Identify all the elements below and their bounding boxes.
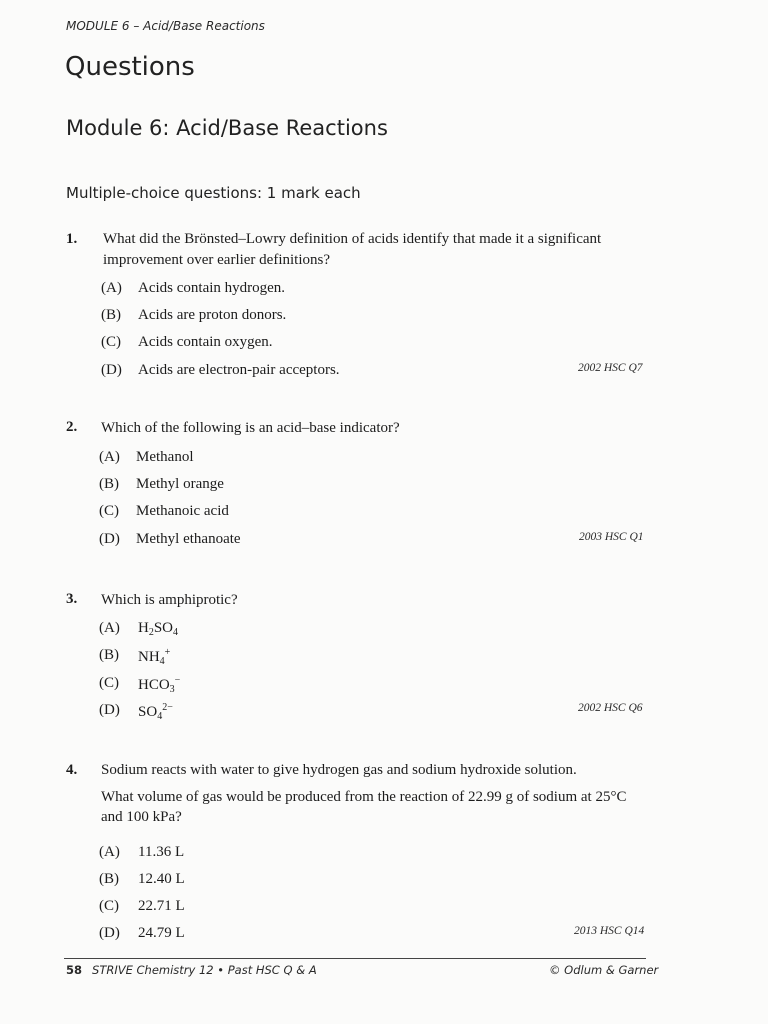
footer-left (66, 963, 317, 977)
option-text: Acids contain oxygen. (138, 334, 273, 350)
option-letter: (A) (99, 449, 120, 465)
page-number: 58 (66, 963, 83, 977)
book-title: STRIVE Chemistry 12 • Past HSC Q & A (92, 963, 317, 977)
option-text: 11.36 L (138, 844, 185, 860)
option-letter: (D) (99, 925, 120, 941)
option-text: Acids are proton donors. (138, 307, 287, 323)
option-letter: (D) (101, 362, 122, 378)
option-letter: (A) (99, 620, 120, 636)
option-text: 12.40 L (138, 871, 185, 887)
option-letter: (B) (99, 647, 119, 663)
page-title: Questions (65, 52, 195, 82)
option-letter: (C) (99, 503, 119, 519)
question-text: Sodium reacts with water to give hydrogen gas and sodium hydroxide solution. (101, 762, 577, 778)
option-letter: (B) (101, 307, 121, 323)
module-title: Module 6: Acid/Base Reactions (66, 116, 388, 140)
option-text: Methanol (136, 449, 194, 465)
section-title: Multiple-choice questions: 1 mark each (66, 184, 361, 202)
option-text: 24.79 L (138, 925, 185, 941)
question-number: 3. (66, 591, 78, 607)
question-source: 2002 HSC Q7 (578, 362, 643, 374)
footer-copyright: © Odlum & Garner (549, 963, 659, 977)
question-source: 2003 HSC Q1 (579, 531, 644, 543)
question-text: Which of the following is an acid–base indicator? (101, 420, 400, 436)
formula: $NH_4^+$ (138, 647, 171, 667)
option-letter: (B) (99, 476, 119, 492)
option-letter: (C) (99, 675, 119, 691)
formula: $HCO_3^-$ (138, 675, 181, 695)
option-text: Acids contain hydrogen. (138, 280, 286, 296)
option-text: Methanoic acid (136, 503, 229, 519)
option-letter: (C) (99, 898, 119, 914)
running-header: MODULE 6 – Acid/Base Reactions (66, 19, 265, 33)
option-letter: (C) (101, 334, 121, 350)
option-text: Methyl orange (136, 476, 224, 492)
question-text: improvement over earlier definitions? (103, 252, 330, 268)
footer-rule (64, 958, 646, 959)
question-source: 2002 HSC Q6 (578, 702, 643, 714)
question-number: 1. (66, 231, 78, 247)
option-letter: (D) (99, 531, 120, 547)
formula: $SO_4^{2-}$ (138, 702, 173, 722)
question-text: What did the Brönsted–Lowry definition of acids identify that made it a significant (103, 231, 602, 247)
question-text: and 100 kPa? (101, 809, 182, 825)
option-letter: (A) (99, 844, 120, 860)
option-letter: (B) (99, 871, 119, 887)
option-text: 22.71 L (138, 898, 185, 914)
question-number: 4. (66, 762, 78, 778)
option-letter: (D) (99, 702, 120, 718)
question-number: 2. (66, 419, 78, 435)
formula: $H_2SO_4$ (138, 620, 179, 638)
question-text: Which is amphiprotic? (101, 592, 238, 608)
option-letter: (A) (101, 280, 122, 296)
option-text: Methyl ethanoate (136, 531, 241, 547)
option-text: Acids are electron-pair acceptors. (138, 362, 340, 378)
question-source: 2013 HSC Q14 (574, 925, 645, 937)
question-text: What volume of gas would be produced from the reaction of 22.99 g of sodium at 25°C (101, 789, 627, 805)
